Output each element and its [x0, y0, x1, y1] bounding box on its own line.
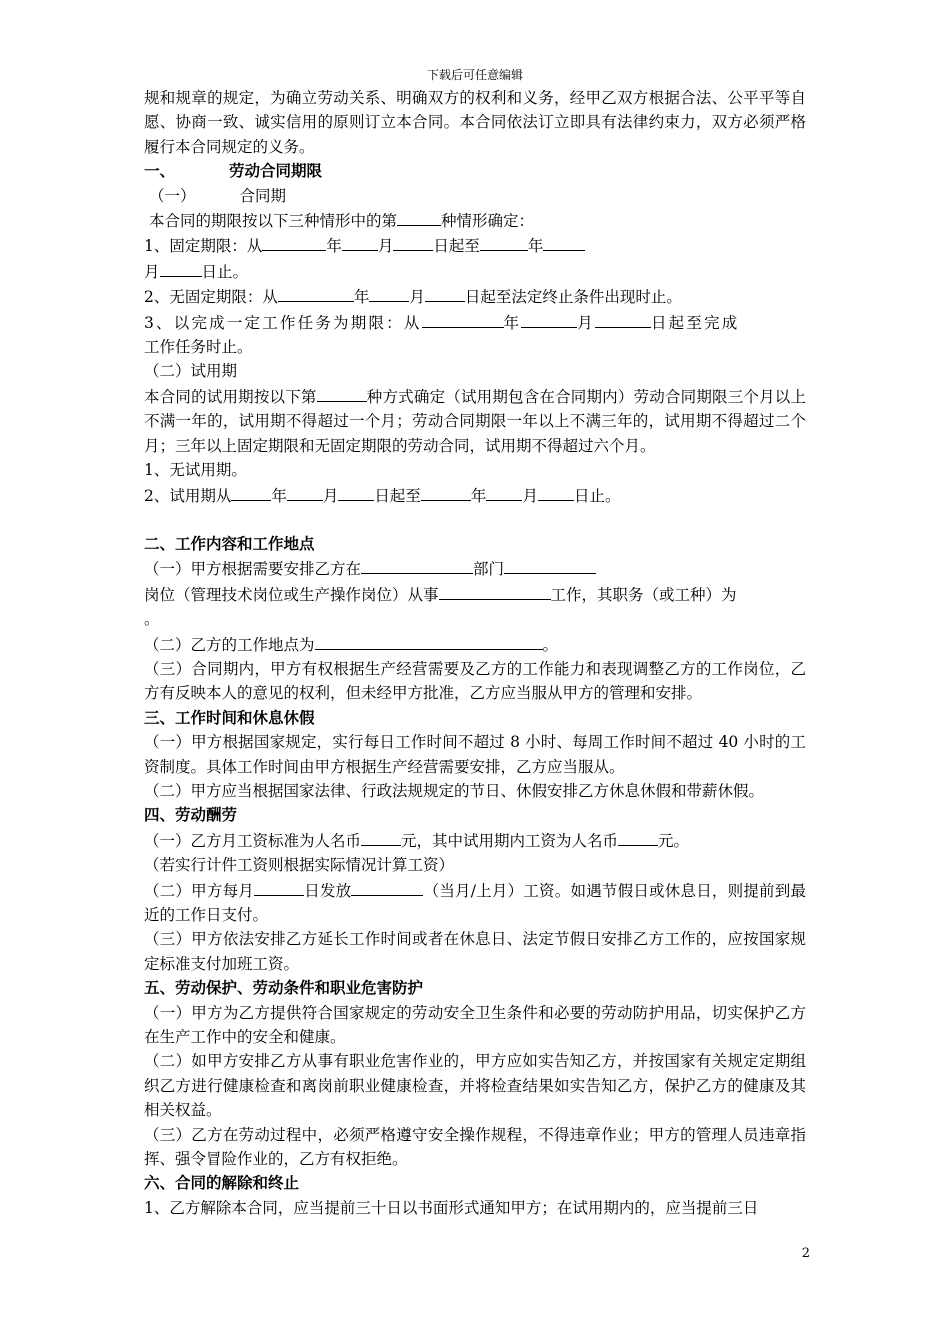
probation-paragraph: 本合同的试用期按以下第 种方式确定（试用期包含在合同期内）劳动合同期限三个月以上不满一年的，试用期不得超过一个月；劳动合同期限一年以上不满三年的，试用期不得超过二个月；三年以上固定期限和无固定期限的劳动合同，试用期不得超过六个月。	[144, 384, 806, 458]
working-hours-paragraph: （一）甲方根据国家规定，实行每日工作时间不超过 8 小时、每周工作时间不超过 40 小时的工资制度。具体工作时间由甲方根据生产经营需要安排，乙方应当服从。	[144, 733, 806, 776]
blank	[361, 556, 473, 574]
safety-paragraph-3: （三）乙方在劳动过程中，必须严格遵守安全操作规程，不得违章作业；甲方的管理人员违章指挥、强令冒险作业的，乙方有权拒绝。	[144, 1125, 806, 1169]
document-body	[144, 86, 806, 1220]
section-6-heading: 六、合同的解除和终止	[144, 1173, 300, 1193]
no-probation-line: 1、无试用期。	[144, 461, 247, 480]
task-term-line-2: 工作任务时止。	[144, 338, 253, 357]
section-3-heading: 三、工作时间和休息休假	[144, 707, 315, 727]
blank	[262, 233, 326, 251]
piece-rate-note: （若实行计件工资则根据实际情况计算工资）	[144, 856, 455, 875]
blank	[543, 233, 585, 251]
task-term-line: 3、以完成一定工作任务为期限：从 年 月 日起至完成	[144, 310, 806, 335]
position-line: 岗位（管理技术岗位或生产操作岗位）从事 工作，其职务（或工种）为	[144, 582, 806, 607]
section-2-heading: 二、工作内容和工作地点	[144, 533, 315, 553]
blank	[421, 483, 471, 501]
blank	[287, 483, 323, 501]
blank	[278, 284, 354, 302]
term-choice-line: 本合同的期限按以下三种情形中的第 种情形确定：	[144, 208, 806, 233]
blank	[254, 878, 304, 896]
blank	[422, 310, 504, 328]
blank	[425, 284, 465, 302]
blank	[618, 828, 658, 846]
position-line-2: 。	[144, 610, 160, 629]
salary-line: （一）乙方月工资标准为人名币 元，其中试用期内工资为人名币 元。	[144, 828, 806, 853]
blank	[486, 483, 522, 501]
blank	[439, 582, 551, 600]
blank	[397, 208, 441, 226]
fixed-term-line-2: 月 日止。	[144, 259, 806, 284]
fixed-term-line: 1、固定期限：从 年 月 日起至 年	[144, 233, 806, 258]
blank	[351, 878, 423, 896]
blank	[342, 233, 378, 251]
section-5-heading: 五、劳动保护、劳动条件和职业危害防护	[144, 978, 424, 998]
safety-paragraph-1: （一）甲方为乙方提供符合国家规定的劳动安全卫生条件和必要的劳动防护用品，切实保护乙方在生产工作中的安全和健康。	[144, 1003, 806, 1047]
pay-date-paragraph: （二）甲方每月 日发放 （当月/上月）工资。如遇节假日或休息日，则提前到最近的工作日支付。	[144, 878, 806, 928]
spacer	[144, 508, 806, 532]
page-header: 下载后可任意编辑	[426, 68, 523, 82]
intro-paragraph: 规和规章的规定，为确立劳动关系、明确双方的权利和义务，经甲乙双方根据合法、公平平等自愿、协商一致、诚实信用的原则订立本合同。本合同依法订立即具有法律约束力，双方必须严格履行本合同规定的义务。	[144, 89, 806, 156]
section-1-heading: 一、 劳动合同期限	[144, 161, 323, 181]
overtime-paragraph: （三）甲方依法安排乙方延长工作时间或者在休息日、法定节假日安排乙方工作的，应按国家规定标准支付加班工资。	[144, 930, 806, 973]
job-adjustment-paragraph: （三）合同期内，甲方有权根据生产经营需要及乙方的工作能力和表现调整乙方的工作岗位，乙方有反映本人的意见的权利，但未经甲方批准，乙方应当服从甲方的管理和安排。	[144, 659, 806, 703]
work-location-line: （二）乙方的工作地点为 。	[144, 632, 806, 657]
probation-period-line: 2、试用期从 年 月 日起至 年 月 日止。	[144, 483, 806, 508]
section-4-heading: 四、劳动酬劳	[144, 805, 238, 825]
section-1-sub-2: （二）试用期	[144, 362, 238, 381]
blank	[521, 310, 577, 328]
section-1-sub-1: （一） 合同期	[148, 186, 286, 205]
blank	[315, 632, 543, 650]
safety-paragraph-2: （二）如甲方安排乙方从事有职业危害作业的，甲方应如实告知乙方，并按国家有关规定定期组织乙方进行健康检查和离岗前职业健康检查，并将检查结果如实告知乙方，保护乙方的健康及其相关权益。	[144, 1052, 806, 1120]
department-line: （一）甲方根据需要安排乙方在 部门	[144, 556, 806, 581]
blank	[504, 556, 596, 574]
blank	[317, 384, 367, 402]
holidays-paragraph: （二）甲方应当根据国家法律、行政法规规定的节日、休假安排乙方休息休假和带薪休假。	[144, 781, 765, 800]
blank	[480, 233, 528, 251]
blank	[538, 483, 574, 501]
blank	[595, 310, 651, 328]
page-number: 2	[801, 1246, 810, 1261]
blank	[338, 483, 374, 501]
blank	[393, 233, 433, 251]
blank	[369, 284, 409, 302]
blank	[231, 483, 271, 501]
open-term-line: 2、无固定期限：从 年 月 日起至法定终止条件出现时止。	[144, 284, 806, 309]
blank	[160, 259, 202, 277]
termination-paragraph: 1、乙方解除本合同，应当提前三十日以书面形式通知甲方；在试用期内的，应当提前三日	[144, 1198, 759, 1217]
blank	[361, 828, 401, 846]
